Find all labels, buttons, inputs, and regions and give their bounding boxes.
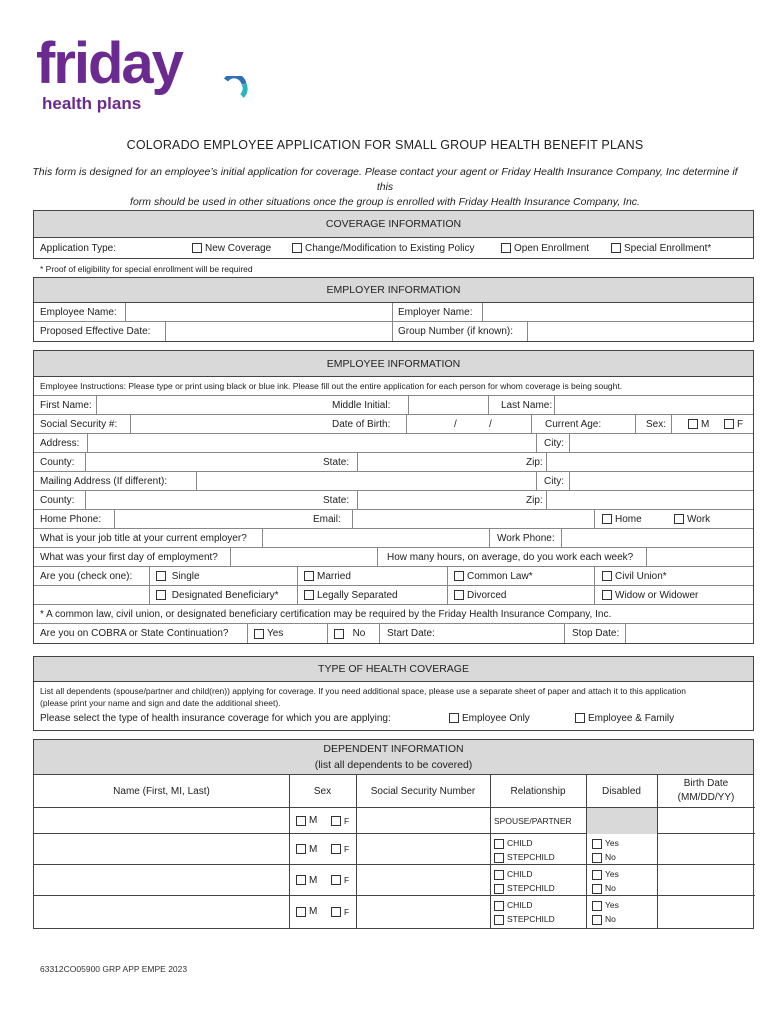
checkbox-icon (156, 590, 166, 600)
page-title: COLORADO EMPLOYEE APPLICATION FOR SMALL GROUP HEALTH BENEFIT PLANS (126, 138, 644, 152)
checkbox-icon (592, 853, 602, 863)
checkbox-icon (254, 629, 264, 639)
employer-heading: EMPLOYER INFORMATION (34, 278, 753, 303)
dependent-section (33, 739, 754, 929)
married-option[interactable]: Married (304, 567, 351, 585)
checkbox-icon (611, 243, 621, 253)
designated-beneficiary-option[interactable]: Designated Beneficiary* (156, 586, 279, 604)
home-phone-label: Home Phone: (40, 513, 102, 525)
checkbox-icon (454, 590, 464, 600)
sex-f-option[interactable]: F (724, 415, 743, 433)
coverage-type-label: Please select the type of health insurance coverage for which you are applying: (40, 712, 391, 724)
checkbox-icon (592, 839, 602, 849)
dob-slash: / (454, 418, 457, 430)
cobra-no-option[interactable]: No (334, 624, 365, 643)
checkbox-icon (192, 243, 202, 253)
address-label: Address: (40, 437, 80, 449)
employee-name-label: Employee Name: (40, 306, 117, 318)
checkbox-icon (592, 870, 602, 880)
dep2-relationship[interactable]: CHILD STEPCHILD (494, 836, 555, 864)
health-coverage-desc: List all dependents (spouse/partner and child(ren)) applying for coverage. If you need additional space, please use a separate sheet of paper and attach it to this application (please print your name and sign and date the additional sheet). (40, 686, 686, 708)
single-option[interactable]: Single (156, 567, 200, 585)
checkbox-icon (592, 915, 602, 925)
special-enrollment-option[interactable]: Special Enrollment* (611, 238, 711, 258)
dep1-sex-m[interactable]: M (296, 808, 317, 833)
mailing-address-label: Mailing Address (If different): (40, 475, 168, 487)
sex-label: Sex: (646, 418, 667, 430)
mailing-city-label: City: (544, 475, 564, 487)
special-enrollment-note: * Proof of eligibility for special enrollment will be required (40, 264, 253, 274)
checkbox-icon (449, 713, 459, 723)
application-type-label: Application Type: (40, 242, 116, 254)
checkbox-icon (292, 243, 302, 253)
checkbox-icon (602, 590, 612, 600)
ssn-label: Social Security #: (40, 418, 118, 430)
dep4-disabled[interactable]: Yes No (592, 898, 619, 926)
checkbox-icon (304, 571, 314, 581)
col-sex-header: Sex (313, 785, 332, 797)
coverage-heading: COVERAGE INFORMATION (34, 211, 753, 238)
email-label: Email: (313, 513, 341, 525)
city-label: City: (544, 437, 564, 449)
employee-heading: EMPLOYEE INFORMATION (34, 351, 753, 377)
change-option[interactable]: Change/Modification to Existing Policy (292, 238, 475, 258)
zip-label: Zip: (526, 456, 543, 468)
table-row (34, 834, 755, 865)
first-name-label: First Name: (40, 399, 92, 411)
employee-section (33, 350, 754, 644)
dep1-relationship: SPOUSE/PARTNER (494, 815, 572, 826)
intro-text: This form is designed for an employee’s initial application for coverage. Please contact your agent or Friday Health Insurance Company, Inc determine if this form should be used in other situations once the group is enrolled with Friday Health Insurance Company, Inc. (32, 166, 738, 208)
checkbox-icon (592, 884, 602, 894)
work-phone-option[interactable]: Work (674, 510, 710, 528)
checkbox-icon (331, 844, 341, 854)
checkbox-icon (501, 243, 511, 253)
checkbox-icon (602, 571, 612, 581)
county-label: County: (40, 456, 75, 468)
logo-arc-icon (222, 76, 248, 102)
checkbox-icon (494, 901, 504, 911)
checkbox-icon (331, 816, 341, 826)
checkbox-icon (331, 875, 341, 885)
group-number-label: Group Number (if known): (398, 326, 514, 337)
civil-union-option[interactable]: Civil Union* (602, 567, 667, 585)
cobra-yes-option[interactable]: Yes (254, 624, 283, 643)
table-row (34, 865, 755, 896)
checkbox-icon (688, 419, 698, 429)
checkbox-icon (296, 816, 306, 826)
checkbox-icon (296, 875, 306, 885)
dep4-sex-f[interactable]: F (331, 896, 349, 927)
table-row (34, 808, 755, 834)
current-age-label: Current Age: (545, 418, 602, 430)
friday-logo (36, 31, 236, 118)
stop-date-label: Stop Date: (572, 628, 620, 639)
sex-m-option[interactable]: M (688, 415, 709, 433)
widow-option[interactable]: Widow or Widower (602, 586, 698, 604)
checkbox-icon (494, 870, 504, 880)
dep3-sex-m[interactable]: M (296, 865, 317, 895)
dep2-disabled[interactable]: Yes No (592, 836, 619, 864)
dob-label: Date of Birth: (332, 418, 391, 430)
health-coverage-section (33, 656, 754, 731)
dep2-sex-f[interactable]: F (331, 834, 349, 864)
checkbox-icon (494, 915, 504, 925)
common-law-note: * A common law, civil union, or designated beneficiary certification may be required by the Friday Health Insurance Company, Inc. (40, 608, 612, 620)
dep1-sex-f[interactable]: F (331, 808, 349, 833)
table-row (34, 896, 755, 927)
col-disabled-header: Disabled (602, 785, 641, 797)
checkbox-icon (724, 419, 734, 429)
checkbox-icon (674, 514, 684, 524)
logo-wordmark: friday (36, 31, 182, 96)
form-code-footer: 63312CO05900 GRP APP EMPE 2023 (40, 964, 188, 974)
dep4-sex-m[interactable]: M (296, 896, 317, 927)
dep1-disabled-shaded (587, 808, 657, 834)
dob-slash: / (489, 418, 492, 430)
dep3-sex-f[interactable]: F (331, 865, 349, 895)
checkbox-icon (494, 884, 504, 894)
mailing-county-label: County: (40, 494, 75, 506)
checkbox-icon (602, 514, 612, 524)
checkbox-icon (334, 629, 344, 639)
dependent-heading: DEPENDENT INFORMATION (list all dependents to be covered) (34, 740, 753, 775)
checkbox-icon (304, 590, 314, 600)
checkbox-icon (296, 844, 306, 854)
start-date-label: Start Date: (387, 628, 435, 639)
employer-section (33, 277, 754, 342)
checkbox-icon (331, 907, 341, 917)
checkbox-icon (296, 907, 306, 917)
col-name-header: Name (First, MI, Last) (113, 785, 210, 797)
job-title-label: What is your job title at your current employer? (40, 532, 247, 544)
open-enrollment-option[interactable]: Open Enrollment (501, 238, 589, 258)
employee-instructions: Employee Instructions: Please type or print using black or blue ink. Please fill out the entire application for each person for whom coverage is being sought. (40, 381, 623, 391)
marital-status-label: Are you (check one): (40, 570, 133, 582)
hours-label: How many hours, on average, do you work each week? (387, 551, 634, 563)
last-name-label: Last Name: (501, 399, 553, 411)
first-day-label: What was your first day of employment? (40, 551, 218, 563)
checkbox-icon (454, 571, 464, 581)
dep3-disabled[interactable]: Yes No (592, 867, 619, 895)
mailing-zip-label: Zip: (526, 494, 543, 506)
employee-only-option[interactable]: Employee Only (449, 709, 530, 727)
checkbox-icon (592, 901, 602, 911)
state-label: State: (323, 456, 350, 468)
dep3-relationship[interactable]: CHILD STEPCHILD (494, 867, 555, 895)
col-birth-header: Birth Date (MM/DD/YY) (677, 778, 735, 803)
employer-name-label: Employer Name: (398, 306, 473, 318)
col-ssn-header: Social Security Number (370, 785, 476, 797)
cobra-label: Are you on COBRA or State Continuation? (40, 628, 229, 639)
common-law-option[interactable]: Common Law* (454, 567, 533, 585)
work-phone-label: Work Phone: (497, 532, 555, 544)
checkbox-icon (156, 571, 166, 581)
effective-date-label: Proposed Effective Date: (40, 326, 151, 337)
checkbox-icon (575, 713, 585, 723)
mailing-state-label: State: (323, 494, 350, 506)
dep4-relationship[interactable]: CHILD STEPCHILD (494, 898, 555, 926)
employee-family-option[interactable]: Employee & Family (575, 709, 674, 727)
logo-subtitle: health plans (42, 94, 142, 113)
coverage-section (33, 210, 754, 259)
new-coverage-option[interactable]: New Coverage (192, 238, 271, 258)
col-relationship-header: Relationship (510, 785, 566, 797)
legally-separated-option[interactable]: Legally Separated (304, 586, 398, 604)
middle-initial-label: Middle Initial: (332, 399, 391, 411)
dep2-sex-m[interactable]: M (296, 834, 317, 864)
health-coverage-heading: TYPE OF HEALTH COVERAGE (34, 657, 753, 682)
divorced-option[interactable]: Divorced (454, 586, 506, 604)
checkbox-icon (494, 853, 504, 863)
checkbox-icon (494, 839, 504, 849)
home-phone-option[interactable]: Home (602, 510, 642, 528)
